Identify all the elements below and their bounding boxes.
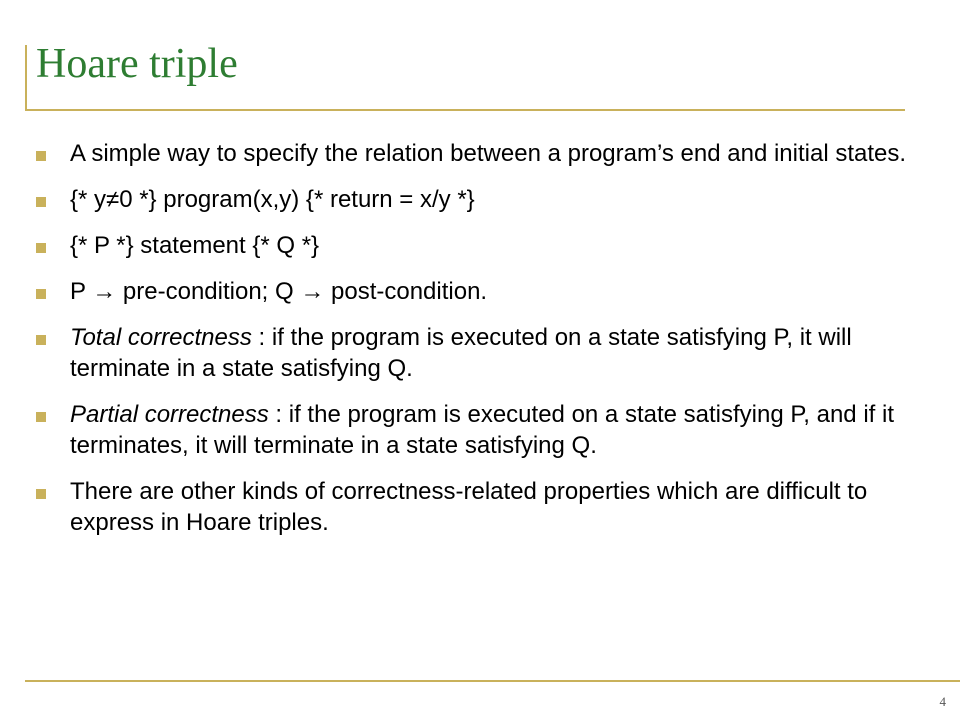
bullet-item (36, 322, 916, 384)
bullet-item (36, 399, 916, 461)
title-accent-bar (25, 45, 27, 111)
bullet-term: Total correctness (70, 324, 252, 351)
bullet-item (36, 476, 916, 538)
bullet-text: {* y≠0 *} program(x,y) {* return = x/y *} (70, 186, 475, 213)
bullet-text: There are other kinds of correctness-related properties which are difficult to express in Hoare triples. (70, 478, 868, 536)
bullet-item (36, 276, 916, 307)
bullet-square-icon (36, 243, 46, 253)
slide-title: Hoare triple (36, 41, 238, 87)
footer-rule (25, 680, 960, 682)
bullet-term: Partial correctness (70, 401, 269, 428)
bullet-square-icon (36, 412, 46, 422)
bullet-list (36, 138, 916, 553)
bullet-item (36, 230, 916, 261)
title-underline (25, 109, 905, 111)
bullet-square-icon (36, 489, 46, 499)
bullet-square-icon (36, 197, 46, 207)
bullet-text: : if the program is executed on a state satisfying P, and if it terminates, it will terminate in a state satisfying Q. (70, 401, 894, 459)
bullet-item (36, 184, 916, 215)
bullet-item (36, 138, 916, 169)
bullet-square-icon (36, 335, 46, 345)
bullet-text: : if the program is executed on a state satisfying P, it will terminate in a state satisfying Q. (70, 324, 852, 382)
bullet-text: {* P *} statement {* Q *} (70, 232, 320, 259)
bullet-square-icon (36, 289, 46, 299)
bullet-square-icon (36, 151, 46, 161)
bullet-text: A simple way to specify the relation between a program’s end and initial states. (70, 140, 907, 167)
bullet-text: P → pre-condition; Q → post-condition. (70, 278, 488, 305)
page-number: 4 (939, 694, 946, 709)
